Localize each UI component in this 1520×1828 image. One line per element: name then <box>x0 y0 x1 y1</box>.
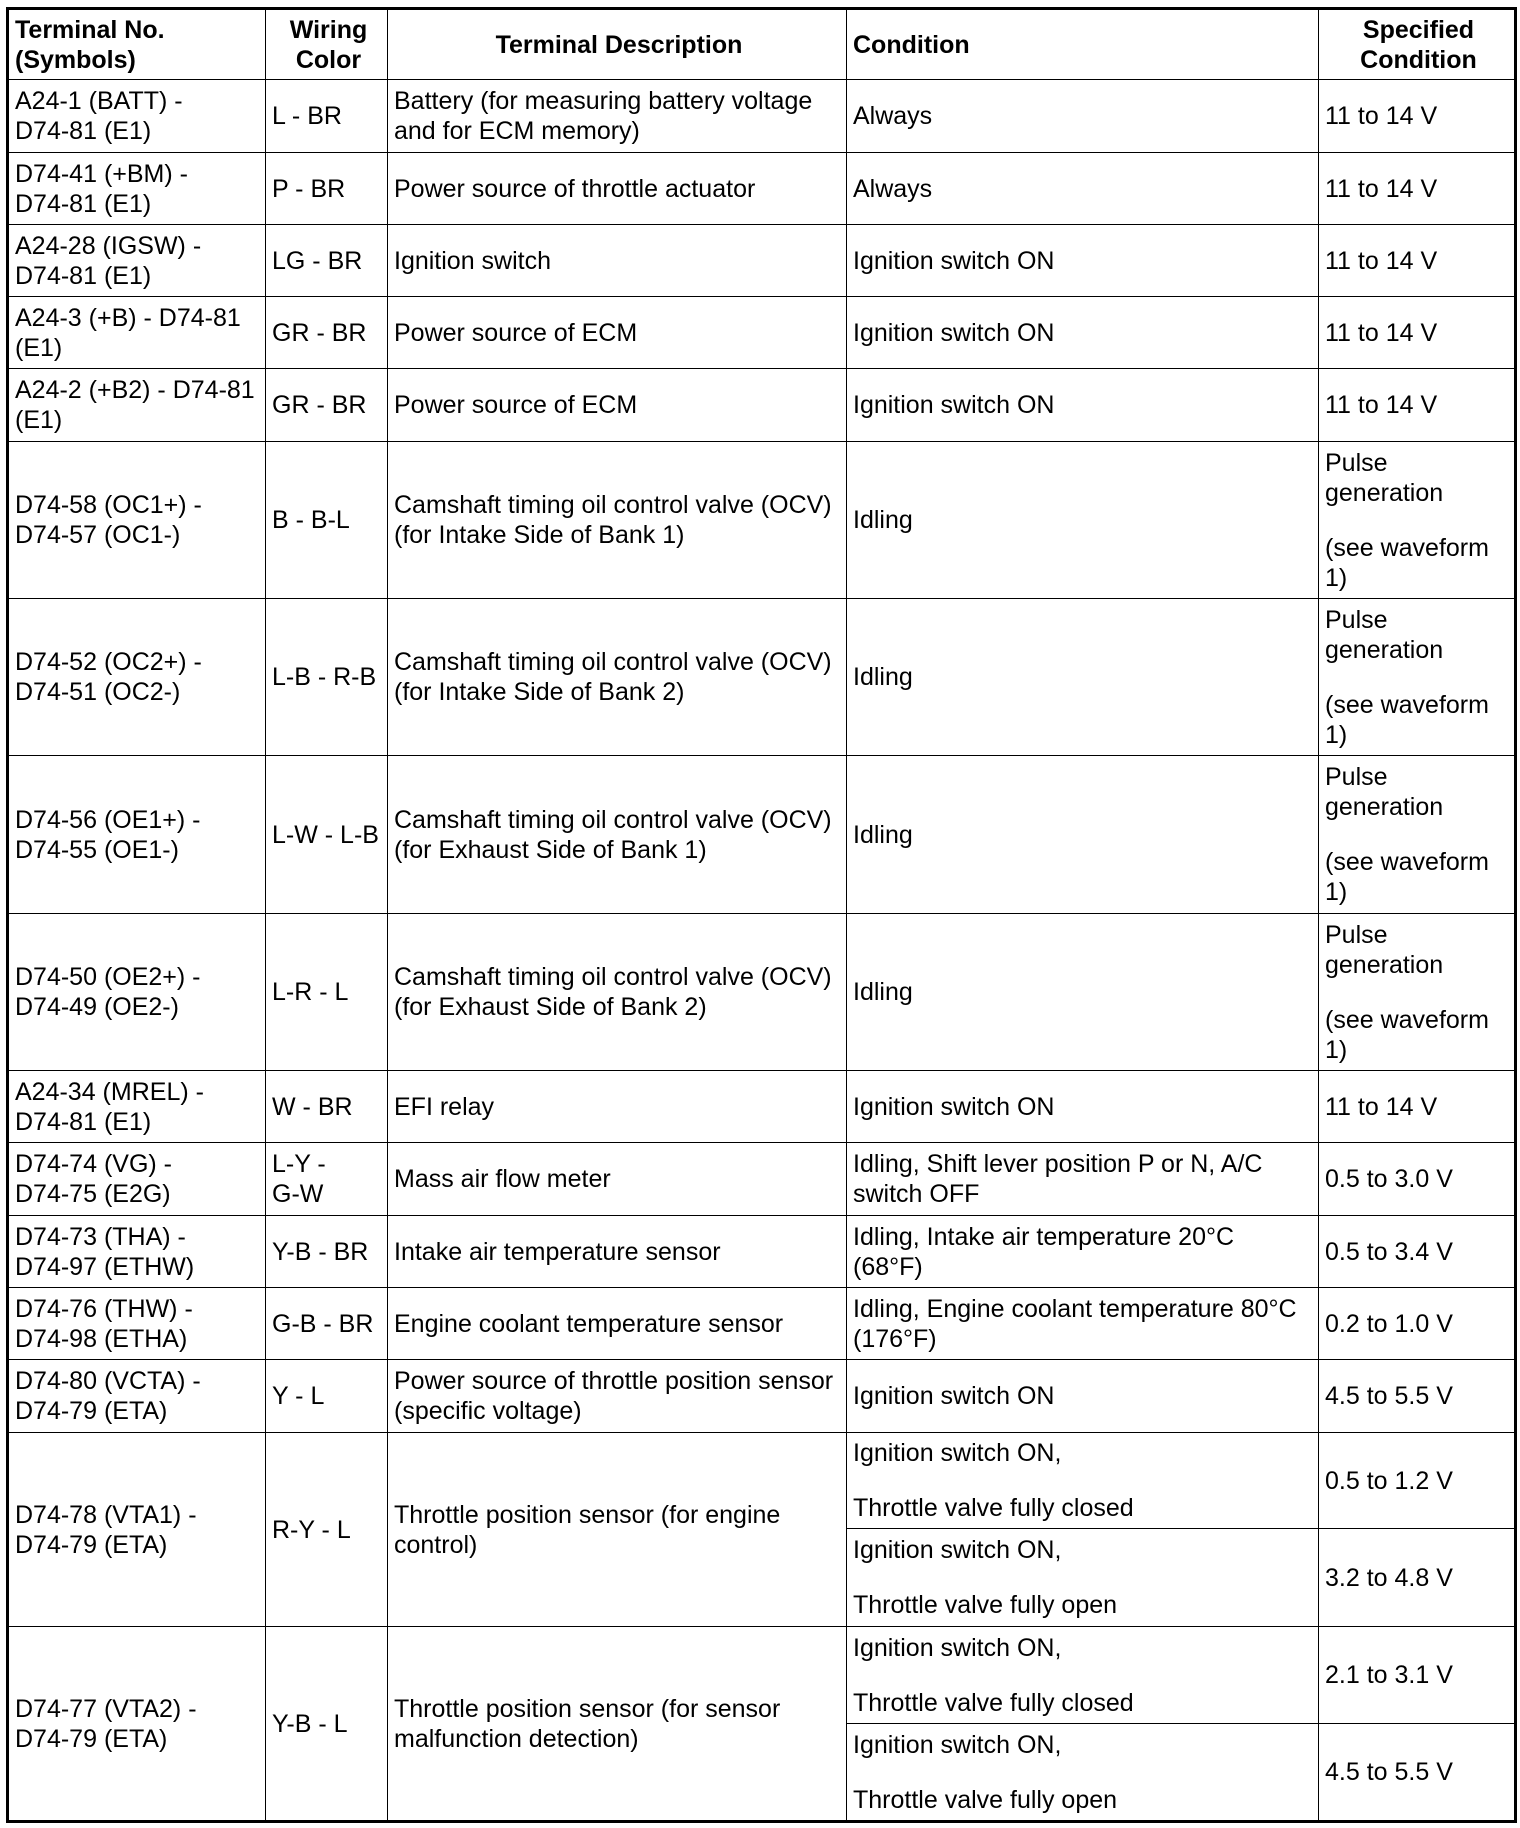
table-row <box>8 1071 1516 1143</box>
cell-description: Power source of ECM <box>388 369 847 442</box>
cell-wiring-color: P - BR <box>266 153 388 225</box>
cell-specified-condition <box>1319 914 1516 1071</box>
header-row <box>8 9 1516 80</box>
table-row <box>8 1143 1516 1216</box>
cell-description: Throttle position sensor (for engine control) <box>388 1433 847 1627</box>
cell-terminal: D74-78 (VTA1) - D74-79 (ETA) <box>8 1433 266 1627</box>
header-wiring-color: Wiring Color <box>266 9 388 80</box>
condition-switch: Ignition switch ON, <box>853 1730 1062 1759</box>
table-row <box>8 442 1516 599</box>
cell-wiring-color: L-W - L-B <box>266 756 388 914</box>
table-row <box>8 756 1516 914</box>
cell-wiring-color: Y-B - L <box>266 1627 388 1822</box>
cell-terminal: A24-34 (MREL) - D74-81 (E1) <box>8 1071 266 1143</box>
cell-terminal: D74-52 (OC2+) - D74-51 (OC2-) <box>8 599 266 756</box>
cell-specified-condition: 11 to 14 V <box>1319 369 1516 442</box>
table-row <box>8 1360 1516 1433</box>
cell-condition: Always <box>847 80 1319 153</box>
cell-description: Power source of throttle actuator <box>388 153 847 225</box>
cell-terminal: A24-3 (+B) - D74-81 (E1) <box>8 297 266 369</box>
cell-wiring-color: L-R - L <box>266 914 388 1071</box>
cell-description: Camshaft timing oil control valve (OCV) (for Exhaust Side of Bank 2) <box>388 914 847 1071</box>
condition-throttle-state: Throttle valve fully open <box>853 1591 1118 1619</box>
cell-description: Camshaft timing oil control valve (OCV) (for Intake Side of Bank 2) <box>388 599 847 756</box>
condition-switch: Ignition switch ON, <box>853 1439 1062 1467</box>
cell-specified-condition: 11 to 14 V <box>1319 297 1516 369</box>
cell-wiring-color: Y-B - BR <box>266 1216 388 1288</box>
cell-specified-condition <box>1319 599 1516 756</box>
cell-terminal: D74-80 (VCTA) - D74-79 (ETA) <box>8 1360 266 1433</box>
cell-condition: Ignition switch ON <box>847 297 1319 369</box>
cell-terminal: A24-1 (BATT) - D74-81 (E1) <box>8 80 266 153</box>
condition-switch: Ignition switch ON, <box>853 1536 1062 1564</box>
cell-condition: Ignition switch ON <box>847 225 1319 297</box>
condition-switch: Ignition switch ON, <box>853 1633 1062 1662</box>
spec-result: Pulse generation <box>1325 448 1444 507</box>
cell-wiring-color: L-B - R-B <box>266 599 388 756</box>
cell-condition <box>847 1433 1319 1529</box>
cell-description: Camshaft timing oil control valve (OCV) (for Intake Side of Bank 1) <box>388 442 847 599</box>
cell-terminal: D74-58 (OC1+) - D74-57 (OC1-) <box>8 442 266 599</box>
cell-condition: Always <box>847 153 1319 225</box>
cell-wiring-color: R-Y - L <box>266 1433 388 1627</box>
table-row <box>8 1216 1516 1288</box>
cell-condition: Ignition switch ON <box>847 1071 1319 1143</box>
cell-specified-condition <box>1319 442 1516 599</box>
condition-throttle-state: Throttle valve fully closed <box>853 1688 1134 1717</box>
cell-description: Camshaft timing oil control valve (OCV) (for Exhaust Side of Bank 1) <box>388 756 847 914</box>
terminal-spec-table <box>6 7 1517 1823</box>
cell-description: Power source of throttle position sensor (specific voltage) <box>388 1360 847 1433</box>
cell-condition <box>847 1529 1319 1627</box>
table-row <box>8 153 1516 225</box>
cell-description: EFI relay <box>388 1071 847 1143</box>
condition-throttle-state: Throttle valve fully closed <box>853 1494 1134 1522</box>
cell-specified-condition: 2.1 to 3.1 V <box>1319 1627 1516 1724</box>
cell-terminal: D74-74 (VG) - D74-75 (E2G) <box>8 1143 266 1216</box>
header-terminal-no: Terminal No. (Symbols) <box>8 9 266 80</box>
table-row <box>8 599 1516 756</box>
cell-description: Power source of ECM <box>388 297 847 369</box>
cell-wiring-color: LG - BR <box>266 225 388 297</box>
cell-terminal: A24-28 (IGSW) - D74-81 (E1) <box>8 225 266 297</box>
cell-specified-condition: 0.2 to 1.0 V <box>1319 1288 1516 1360</box>
spec-note: (see waveform 1) <box>1325 848 1489 906</box>
cell-specified-condition: 0.5 to 1.2 V <box>1319 1433 1516 1529</box>
cell-wiring-color: GR - BR <box>266 297 388 369</box>
cell-wiring-color: B - B-L <box>266 442 388 599</box>
table-row <box>8 225 1516 297</box>
table-row <box>8 80 1516 153</box>
cell-wiring-color: Y - L <box>266 1360 388 1433</box>
spec-note: (see waveform 1) <box>1325 533 1489 592</box>
cell-description: Engine coolant temperature sensor <box>388 1288 847 1360</box>
cell-description: Ignition switch <box>388 225 847 297</box>
cell-terminal: D74-50 (OE2+) - D74-49 (OE2-) <box>8 914 266 1071</box>
cell-wiring-color: G-B - BR <box>266 1288 388 1360</box>
cell-specified-condition: 4.5 to 5.5 V <box>1319 1724 1516 1822</box>
cell-terminal: A24-2 (+B2) - D74-81 (E1) <box>8 369 266 442</box>
table-row <box>8 1433 1516 1529</box>
table-row <box>8 297 1516 369</box>
header-condition: Condition <box>847 9 1319 80</box>
cell-specified-condition: 0.5 to 3.0 V <box>1319 1143 1516 1216</box>
cell-terminal: D74-76 (THW) - D74-98 (ETHA) <box>8 1288 266 1360</box>
cell-condition: Ignition switch ON <box>847 369 1319 442</box>
cell-condition: Idling, Shift lever position P or N, A/C switch OFF <box>847 1143 1319 1216</box>
cell-description: Intake air temperature sensor <box>388 1216 847 1288</box>
cell-condition <box>847 1627 1319 1724</box>
cell-condition: Idling <box>847 914 1319 1071</box>
header-specified-condition: Specified Condition <box>1319 9 1516 80</box>
cell-specified-condition: 3.2 to 4.8 V <box>1319 1529 1516 1627</box>
table-row <box>8 1288 1516 1360</box>
cell-specified-condition: 11 to 14 V <box>1319 1071 1516 1143</box>
cell-description: Battery (for measuring battery voltage and for ECM memory) <box>388 80 847 153</box>
cell-specified-condition <box>1319 756 1516 914</box>
cell-wiring-color: L - BR <box>266 80 388 153</box>
cell-specified-condition: 11 to 14 V <box>1319 80 1516 153</box>
spec-note: (see waveform 1) <box>1325 690 1489 749</box>
cell-condition <box>847 1724 1319 1822</box>
spec-result: Pulse generation <box>1325 763 1444 821</box>
cell-terminal: D74-77 (VTA2) - D74-79 (ETA) <box>8 1627 266 1822</box>
cell-specified-condition: 0.5 to 3.4 V <box>1319 1216 1516 1288</box>
cell-condition: Ignition switch ON <box>847 1360 1319 1433</box>
spec-result: Pulse generation <box>1325 605 1444 664</box>
cell-description: Throttle position sensor (for sensor malfunction detection) <box>388 1627 847 1822</box>
header-terminal-description: Terminal Description <box>388 9 847 80</box>
cell-condition: Idling <box>847 599 1319 756</box>
cell-condition: Idling <box>847 442 1319 599</box>
cell-specified-condition: 11 to 14 V <box>1319 225 1516 297</box>
cell-wiring-color: GR - BR <box>266 369 388 442</box>
cell-condition: Idling <box>847 756 1319 914</box>
cell-terminal: D74-41 (+BM) - D74-81 (E1) <box>8 153 266 225</box>
cell-specified-condition: 11 to 14 V <box>1319 153 1516 225</box>
cell-condition: Idling, Intake air temperature 20°C (68°F) <box>847 1216 1319 1288</box>
cell-condition: Idling, Engine coolant temperature 80°C (176°F) <box>847 1288 1319 1360</box>
spec-note: (see waveform 1) <box>1325 1005 1489 1064</box>
table-row <box>8 1627 1516 1724</box>
cell-terminal: D74-56 (OE1+) - D74-55 (OE1-) <box>8 756 266 914</box>
spec-result: Pulse generation <box>1325 920 1444 979</box>
cell-specified-condition: 4.5 to 5.5 V <box>1319 1360 1516 1433</box>
cell-wiring-color: L-Y - G-W <box>266 1143 388 1216</box>
condition-throttle-state: Throttle valve fully open <box>853 1785 1118 1814</box>
table-row <box>8 914 1516 1071</box>
cell-description: Mass air flow meter <box>388 1143 847 1216</box>
table-row <box>8 369 1516 442</box>
cell-terminal: D74-73 (THA) - D74-97 (ETHW) <box>8 1216 266 1288</box>
cell-wiring-color: W - BR <box>266 1071 388 1143</box>
